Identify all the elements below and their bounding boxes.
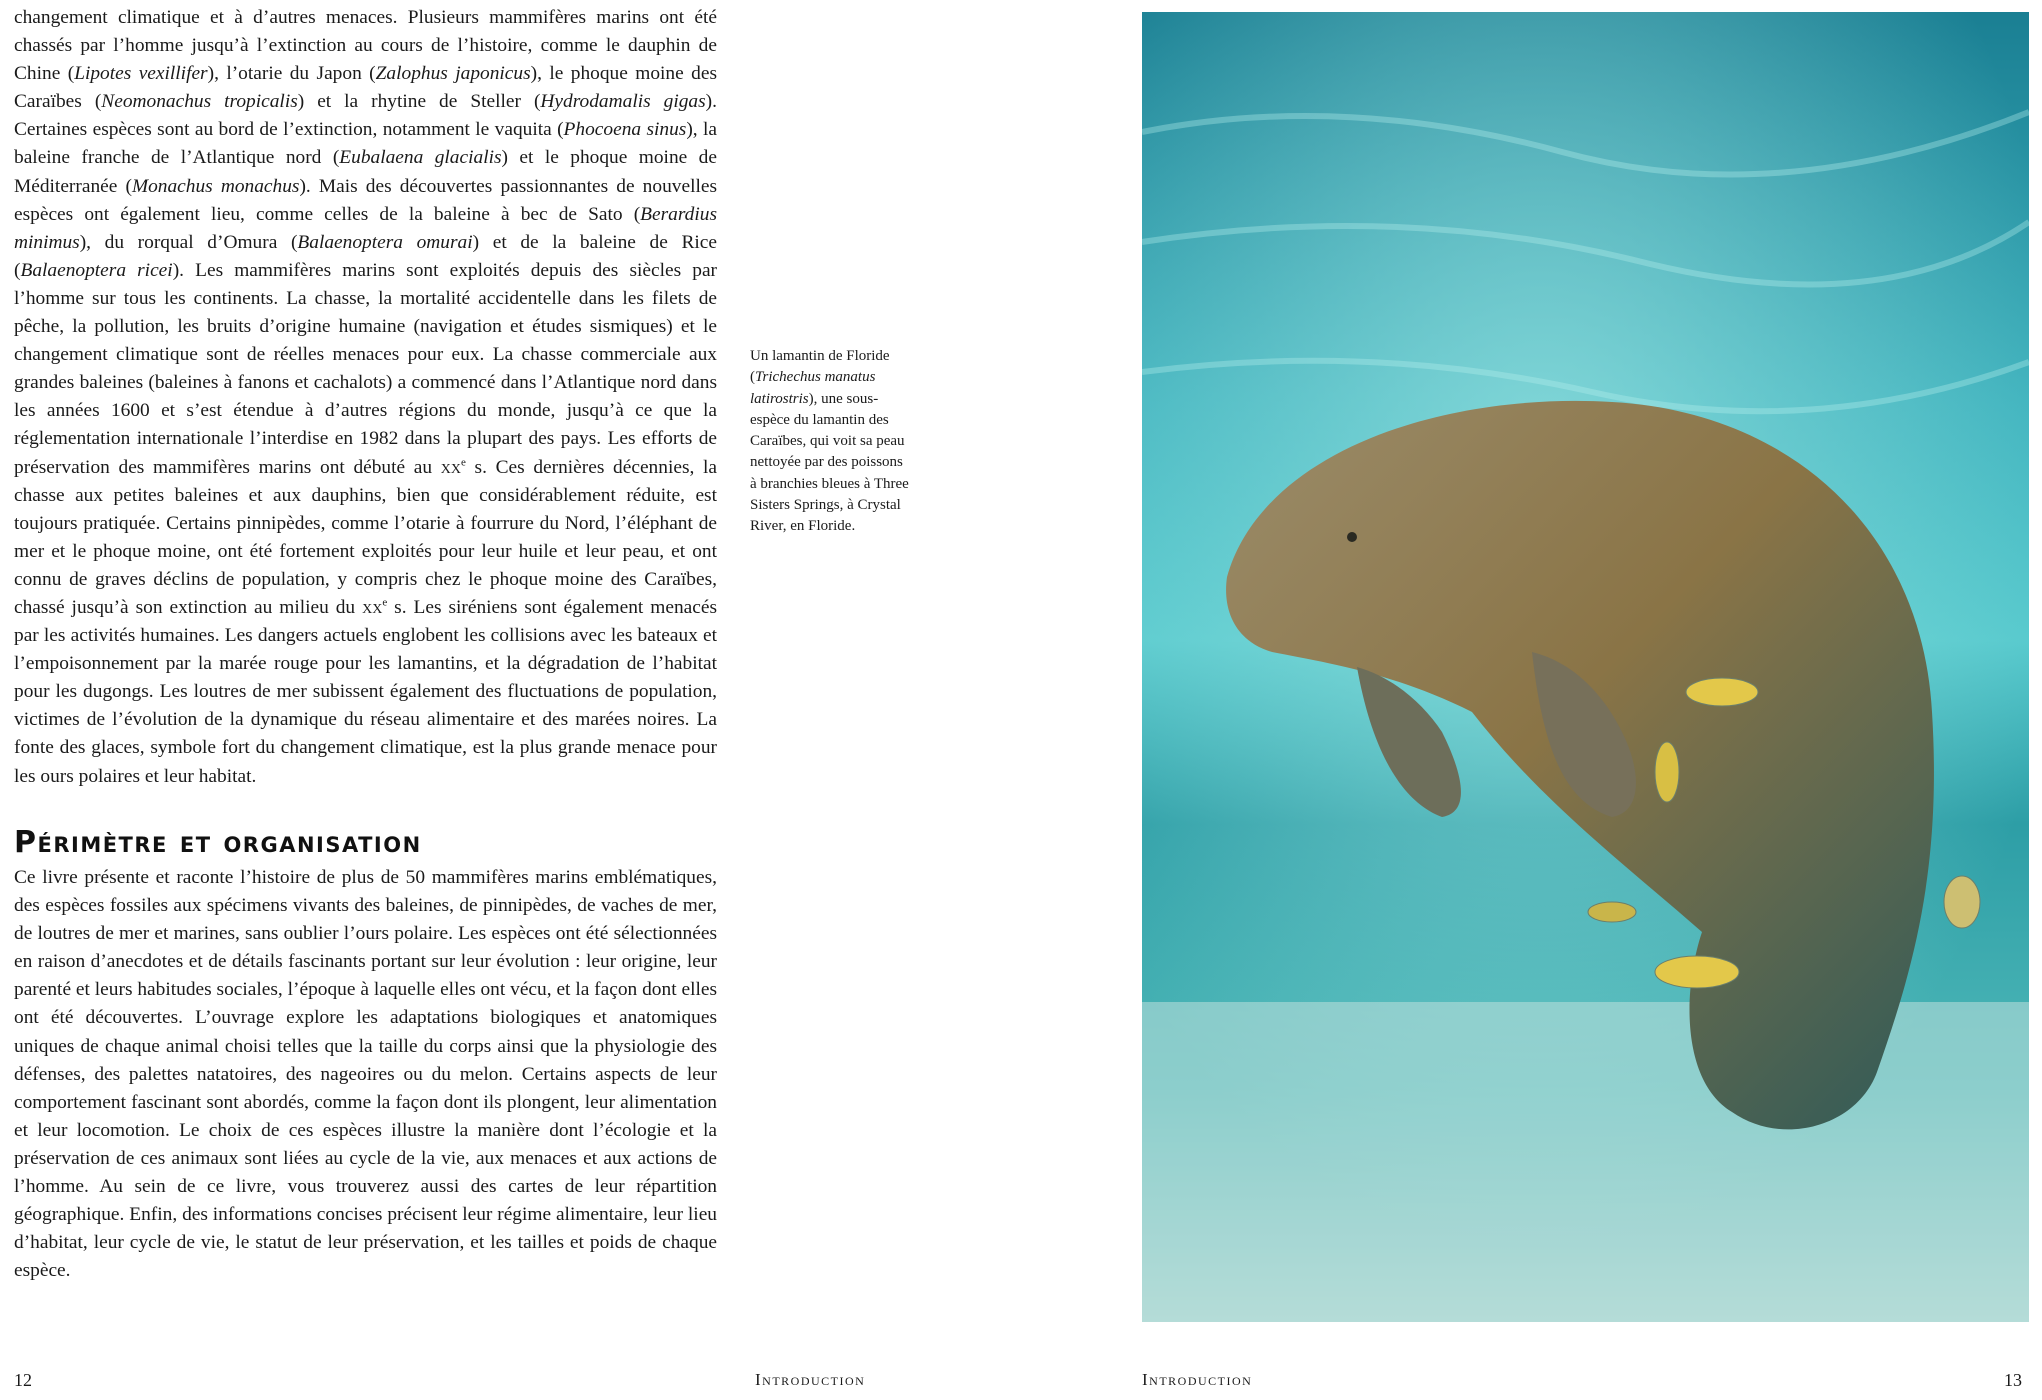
page-number-left: 12 [14,1370,32,1390]
sandy-bottom [1142,1002,2029,1322]
species-name: Berardius minimus [14,203,717,253]
running-head-right: Introduction [1142,1370,1253,1389]
page-number-right: 13 [2004,1370,2022,1390]
century-numeral: xx [362,596,383,618]
photo-caption: Un lamantin de Floride (Trichechus manatus latirostris), une sous-espèce du lamantin des Caraïbes, qui voit sa peau nettoyée par des poissons à branchies bleues à Three Sisters Springs, à Crystal River, en Floride. [750,348,909,535]
species-name: Phocoena sinus [563,119,687,141]
species-name: Eubalaena glacialis [339,147,502,169]
section-heading: Périmètre et organisation [14,825,422,860]
body-paragraph-1 [14,4,717,791]
species-name: Monachus monachus [131,175,300,197]
species-name: Balaenoptera omurai [297,231,473,253]
paragraph-1-text: changement climatique et à d’autres menaces. Plusieurs mammifères marins ont été chassés par l’homme jusqu’à l’extinction au cours de l’histoire, comme le dauphin de Chine (Lipotes vexillifer), l’otarie du Japon (Zalophus japonicus), le phoque moine des Caraïbes (Neomonachus tropicalis) et la rhytine de Steller (Hydrodamalis gigas). Certaines espèces sont au bord de l’extinction, notamment le vaquita (Phocoena sinus), la baleine franche de l’Atlantique nord (Eubalaena glacialis) et le phoque moine de Méditerranée (Monachus monachus). Mais des découvertes passionnantes de nouvelles espèces ont également lieu, comme celles de la baleine à bec de Sato (Berardius minimus), du rorqual d’Omura (Balaenoptera omurai) et de la baleine de Rice (Balaenoptera ricei). Les mammifères marins sont exploités depuis des siècles par l’homme sur tous les continents. La chasse, la mortalité accidentelle dans les filets de pêche, la pollution, les bruits d’origine humaine (navigation et études sismiques) et le changement climatique sont de réelles menaces pour eux. La chasse commerciale aux grandes baleines (baleines à fanons et cachalots) a commencé dans l’Atlantique nord dans les années 1600 et s’est étendue à d’autres régions du monde, jusqu’à ce que la réglementation internationale l’interdise en 1982 dans la plupart des pays. Les efforts de préservation des mammifères marins ont débuté au $xx^e$ s. Ces dernières décennies, la chasse aux petites baleines et aux dauphins, bien que considérablement réduite, est toujours pratiquée. Certains pinnipèdes, comme l’otarie à fourrure du Nord, l’éléphant de mer et le phoque moine, ont été fortement exploités pour leur huile et leur peau, et ont connu de graves déclins de population, y compris chez le phoque moine des Caraïbes, chassé jusqu’à son extinction au milieu du $xx^e$ s. Les siréniens sont également menacés par les activités humaines. Les dangers actuels englobent les collisions avec les bateaux et l’empoisonnement par la marée rouge pour les lamantins, et la dégradation de l’habitat pour les dugongs. Les loutres de mer subissent également des fluctuations de population, victimes de l’évolution de la dynamique du réseau alimentaire et des marées noires. La fonte des glaces, symbole fort du changement climatique, est la plus grande menace pour les ours polaires et leur habitat. [14,7,718,787]
paragraph-2-text: Ce livre présente et raconte l’histoire de plus de 50 mammifères marins emblématiques, des espèces fossiles aux spécimens vivants des baleines, de pinnipèdes, de vaches de mer, de loutres de mer et marines, sans oublier l’ours polaire. Les espèces ont été sélectionnées en raison d’anecdotes et de détails fascinants portant sur leur évolution : leur origine, leur parenté et leurs habitudes sociales, l’époque à laquelle elles ont vécu, et la façon dont elles ont été découvertes. L’ouvrage explore les adaptations biologiques et anatomiques uniques de chaque animal choisi telles que la taille du corps ainsi que la physiologie des défenses, des palettes natatoires, des nageoires ou du melon. Certains aspects de leur comportement fascinant sont abordés, comme la façon dont ils plongent, leur alimentation et leur locomotion. Le choix de ces espèces illustre la manière dont l’écologie et la préservation de ces animaux sont liées au cycle de la vie, aux menaces et aux actions de l’homme. Au sein de ce livre, vous trouverez aussi des cartes de leur répartition géographique. Enfin, des informations concises précisent leur régime alimentaire, leur lieu d’habitat, leur cycle de vie, le statut de leur préservation, et les tailles et poids de chaque espèce. [14,867,717,1282]
species-name: Lipotes vexillifer [74,63,208,85]
manatee-photo [1142,12,2029,1322]
species-name: Balaenoptera ricei [20,259,173,281]
species-name: Trichechus manatus latirostris [750,369,876,407]
species-name: Neomonachus tropicalis [101,91,298,113]
running-head-left: Introduction [755,1370,866,1389]
superscript: e [460,456,466,469]
species-name: Zalophus japonicus [375,63,531,85]
manatee-eye [1347,532,1357,542]
species-name: Hydrodamalis gigas [540,91,706,113]
century-numeral: xx [440,456,461,478]
superscript: e [382,596,388,609]
body-paragraph-2 [14,864,717,1285]
